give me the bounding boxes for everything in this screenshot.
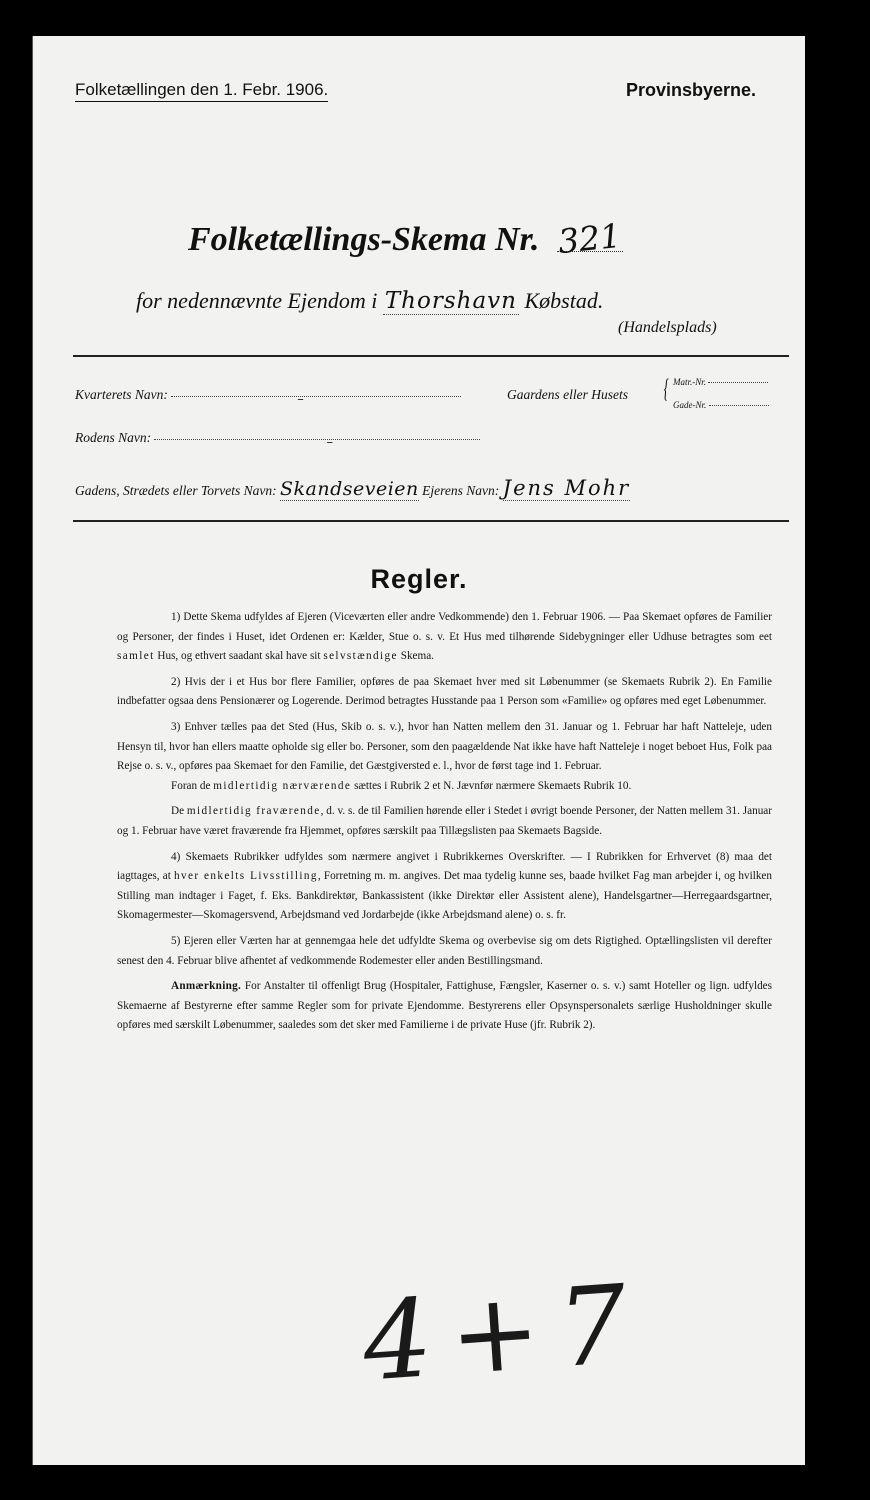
subtitle-prefix: for nedennævnte Ejendom i — [136, 288, 378, 313]
gade-label: Gadens, Strædets eller Torvets Navn: — [75, 483, 277, 498]
kvarter-field[interactable] — [171, 392, 461, 407]
matr-label: Matr.-Nr. — [673, 377, 707, 387]
rule-3b-b: midlertidig nærværende — [213, 779, 352, 792]
roden-label: Rodens Navn: — [75, 430, 152, 445]
kvarter-row — [75, 387, 461, 407]
roden-field[interactable] — [154, 435, 480, 450]
anmaerkning-text: For Anstalter til offenligt Brug (Hospitaler, Fattighuse, Fængsler, Kaserner o. s. v.) samt Hoteller og lign. udfyldes Skemaerne af Bestyrerne efter samme Regler som for private Ejendomme. Bestyrerens eller Opsynspersonalets særlige Husholdninger skulle opføres med særskilt Løbenummer, saaledes som det sker med Familierne i de private Huse (jfr. Rubrik 2). — [117, 980, 772, 1032]
rule-5: 5) Ejeren eller Værten har at gennemgaa hele det udfyldte Skema og overbevise sig om dets Rigtighed. Optællingslisten vil derefter senest den 4. Februar blive afhentet af vedkommende Rodemester eller anden Bestillingsmand. — [117, 934, 772, 967]
rule-1-e: Skema. — [397, 650, 434, 663]
matr-field[interactable] — [708, 382, 768, 383]
kvarter-value: – — [297, 392, 304, 407]
form-title-text: Folketællings-Skema Nr. — [188, 221, 540, 258]
census-date-header: Folketællingen den 1. Febr. 1906. — [75, 80, 328, 102]
rule-1-b: samlet — [117, 650, 155, 663]
town-name: Thorshavn — [384, 288, 517, 314]
brace-glyph: { — [663, 374, 669, 403]
handwritten-count-note: 4+7 — [358, 1261, 649, 1406]
rule-2: 2) Hvis der i et Hus bor flere Familier, opføres de paa Skemaet hver med sit Løbenummer (se Skemaets Rubrik 2). En Familie indbefatter ogsaa dens Pensionærer og Logerende. Derimod betragtes Husstande paa 1 Person som «Familie» og opføres med eget Løbenummer. — [117, 675, 772, 708]
rule-1-c: Hus, og ethvert saadant skal have sit — [154, 650, 324, 663]
divider-top — [73, 355, 789, 357]
gade-nr-row — [673, 400, 769, 410]
rule-3b — [117, 777, 772, 797]
rule-1-a: 1) Dette Skema udfyldes af Ejeren (Viceværten eller andre Vedkommende) den 1. Februar 1906. — Paa Skemaet opføres de Familier og Personer, der findes i Huset, idet Ordenen er: Kælder, Stue o. s. v. Et Hus med tilhørende Sidebygninger eller Udhuse betragtes som eet — [117, 611, 772, 643]
rule-4-c: , Forretning m. m. angives. Det maa tydelig kunne ses, baade hvilket Fag man arbejder i, og hvilken Stilling man indtager i Faget, f. Eks. Bankdirektør, Bankassistent (ikke Direktør eller Assistent alene), Handelsgartner—Herregaardsgartner, Skomagermester—Skomagersvend, Arbejdsmand ved Jordarbejde (ikke Arbejdsmand alene) o. s. fr. — [117, 870, 772, 922]
gade-row — [75, 476, 630, 500]
rule-3c-c: , d. v. s. de til Familien hørende eller i Stedet i øvrigt boende Personer, der Natten mellem 31. Januar og 1. Februar have været fraværende fra Hjemmet, opføres særskilt paa Tillægslisten paa Skemaets Bagside. — [117, 805, 773, 837]
rule-3c — [117, 802, 772, 841]
form-subtitle — [136, 288, 603, 314]
rule-3c-b: midlertidig fraværende — [186, 805, 321, 818]
roden-value: – — [326, 435, 333, 450]
rule-3b-c: sættes i Rubrik 2 et N. Jævnfør nærmere Skemaets Rubrik 10. — [351, 779, 632, 792]
rule-4-b: hver enkelts Livsstilling — [173, 870, 318, 883]
anmaerkning-label: Anmærkning. — [171, 980, 242, 993]
census-form-page — [32, 36, 805, 1465]
rule-3: 3) Enhver tælles paa det Sted (Hus, Skib o. s. v.), hvor han Natten mellem den 31. Januar og 1. Februar har haft Natteleje, uden Hensyn til, hvor han ellers maatte opholde sig eller bo. Personer, som den paagældende Nat ikke have haft Natteleje i noget beboet Hus, Folk paa Rejse o. s. v., opføres paa Skemaet for den Familie, det Gæstgiversted e. l., hvor de først tage ind 1. Februar. — [117, 720, 772, 773]
anmaerkning — [117, 977, 772, 1036]
gaard-label: Gaardens eller Husets — [507, 387, 628, 402]
gade-nr-field[interactable] — [709, 405, 769, 406]
rule-3b-a: Foran de — [171, 779, 214, 792]
divider-bottom — [73, 520, 789, 522]
rule-3c-a: De — [171, 805, 187, 818]
rules-text — [117, 608, 772, 1036]
ejer-value[interactable]: Jens Mohr — [502, 476, 631, 500]
rule-1-d: selvstændige — [323, 650, 398, 663]
matr-row — [673, 377, 768, 387]
rule-1 — [117, 608, 772, 667]
rules-heading: Regler. — [370, 564, 468, 594]
rule-4 — [117, 848, 772, 926]
region-header: Provinsbyerne. — [626, 80, 757, 100]
gade-nr-label: Gade-Nr. — [673, 400, 707, 410]
rule-4-a: 4) Skemaets Rubrikker udfyldes som nærmere angivet i Rubrikkernes Overskrifter. — I Rubrikken for Erhvervet (8) maa det iagttages, at — [117, 850, 772, 883]
subtitle-suffix: Købstad. — [524, 288, 604, 313]
form-title — [188, 215, 623, 262]
handelsplads-note: (Handelsplads) — [618, 319, 717, 336]
kvarter-label: Kvarterets Navn: — [75, 387, 168, 402]
gade-value[interactable]: Skandseveien — [280, 478, 419, 500]
gaard-row — [507, 387, 628, 403]
schema-number: 321 — [556, 215, 623, 262]
ejer-label: Ejerens Navn: — [422, 483, 500, 498]
roden-row — [75, 430, 480, 450]
